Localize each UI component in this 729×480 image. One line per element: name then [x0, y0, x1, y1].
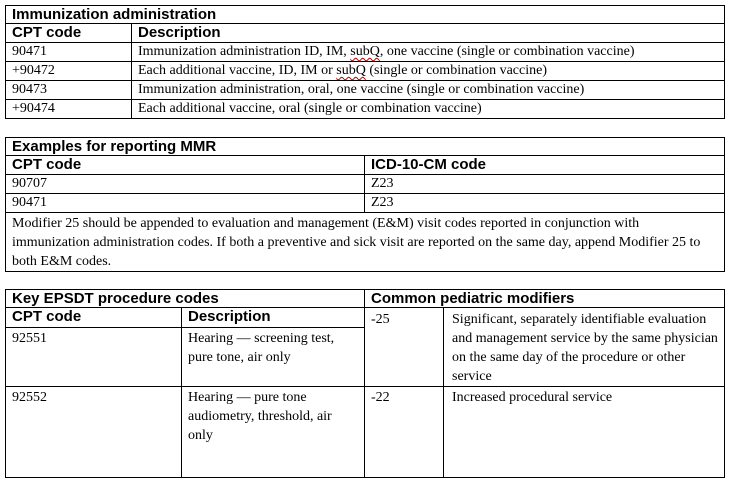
- mmr-header-icd: ICD-10-CM code: [365, 156, 725, 175]
- immunization-header-description: Description: [132, 24, 725, 43]
- immunization-table: [5, 5, 725, 119]
- mmr-table: [5, 137, 725, 272]
- mmr-title: Examples for reporting MMR: [6, 138, 725, 156]
- cpt-code-cell: 90707: [6, 175, 365, 194]
- modifiers-title: Common pediatric modifiers: [365, 290, 725, 308]
- description-cell: [132, 62, 725, 81]
- description-text: (single or combination vaccine): [365, 63, 547, 78]
- description-cell: [132, 43, 725, 62]
- modifier-code-cell: -25: [365, 308, 444, 387]
- icd-code-cell: Z23: [365, 175, 725, 194]
- icd-code-cell: Z23: [365, 194, 725, 213]
- modifier-code-cell: -22: [365, 387, 444, 478]
- cpt-code-cell: 90473: [6, 81, 132, 100]
- cpt-code-cell: 90471: [6, 194, 365, 213]
- table-row: [6, 194, 725, 213]
- description-text: Immunization administration ID, IM,: [138, 44, 351, 59]
- spellcheck-word: subQ: [336, 63, 366, 78]
- epsdt-title: Key EPSDT procedure codes: [6, 290, 365, 308]
- table-row: [6, 62, 725, 81]
- table-row: [6, 100, 725, 119]
- table-row: [6, 175, 725, 194]
- immunization-header-code: CPT code: [6, 24, 132, 43]
- immunization-title: Immunization administration: [6, 6, 725, 24]
- table-row: [6, 43, 725, 62]
- cpt-code-cell: 92552: [6, 387, 182, 478]
- description-text: , one vaccine (single or combination vaccine): [379, 44, 635, 59]
- modifier-description-cell: Significant, separately identifiable evaluation and management service by the same physician on the same day of the procedure or other service: [444, 308, 725, 387]
- table-row: [6, 81, 725, 100]
- spellcheck-word: subQ: [350, 44, 380, 59]
- mmr-header-cpt: CPT code: [6, 156, 365, 175]
- cpt-code-cell: +90474: [6, 100, 132, 119]
- cpt-code-cell: +90472: [6, 62, 132, 81]
- cpt-code-cell: 92551: [6, 328, 182, 387]
- modifier-note: Modifier 25 should be appended to evaluation and management (E&M) visit codes reported in conjunction with immunization administration codes. If both a preventive and sick visit are reported on the same day, append Modifier 25 to both E&M codes.: [6, 213, 725, 272]
- description-text: Each additional vaccine, ID, IM or: [138, 63, 337, 78]
- description-cell: Hearing — pure tone audiometry, threshold, air only: [182, 387, 365, 478]
- description-cell: Each additional vaccine, oral (single or combination vaccine): [132, 100, 725, 119]
- epsdt-header-code: CPT code: [6, 308, 182, 328]
- table-row: [6, 387, 725, 478]
- epsdt-header-description: Description: [182, 308, 365, 328]
- cpt-code-cell: 90471: [6, 43, 132, 62]
- description-cell: Hearing — screening test, pure tone, air only: [182, 328, 365, 387]
- description-cell: Immunization administration, oral, one vaccine (single or combination vaccine): [132, 81, 725, 100]
- modifier-description-cell: Increased procedural service: [444, 387, 725, 478]
- epsdt-modifiers-table: [5, 289, 725, 478]
